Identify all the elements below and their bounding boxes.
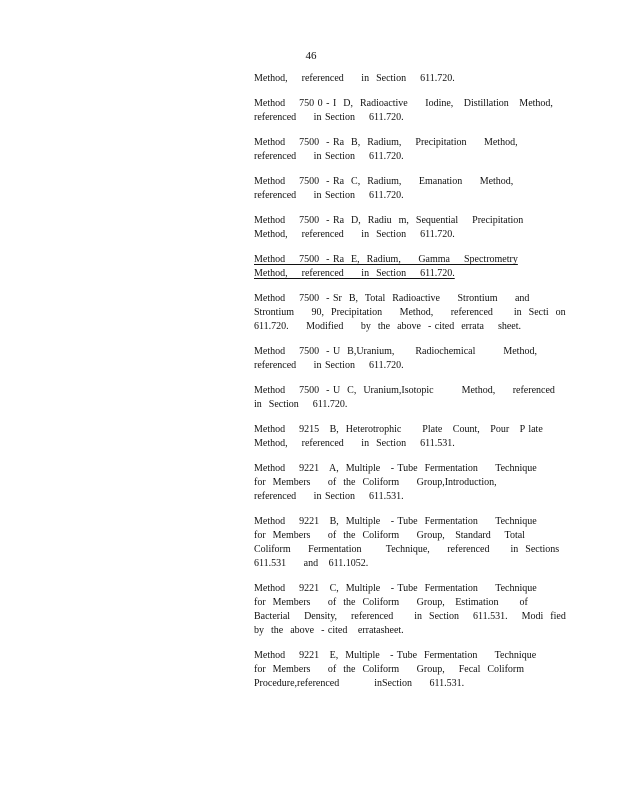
entry-line: 611.720. Modified by the above - cited errata sheet. (254, 321, 522, 332)
entry-line: Method 7500 - Sr B, Total Radioactive Strontium and (254, 293, 530, 304)
entry-line: referenced in Section 611.720. (254, 151, 404, 162)
entry-line: Coliform Fermentation Technique, referenced in Sections (254, 544, 560, 555)
entry-line: 611.531 and 611.1052. (254, 558, 369, 569)
reference-entry (254, 582, 566, 638)
entry-line: for Members of the Coliform Group, Estimation of (254, 597, 528, 608)
entry-line: for Members of the Coliform Group, Fecal Coliform (254, 664, 525, 675)
entry-line: for Members of the Coliform Group, Standard Total (254, 530, 525, 541)
page-number: 46 (305, 50, 317, 62)
entry-line: Method, referenced in Section 611.531. (254, 438, 455, 449)
reference-entry (254, 72, 544, 86)
reference-entry (254, 136, 544, 164)
entry-line: for Members of the Coliform Group,Introduction, (254, 477, 497, 488)
entry-line: referenced in Section 611.720. (254, 190, 404, 201)
entry-line: Method, referenced in Section 611.720. (254, 73, 455, 84)
entry-line: Method 9221 A, Multiple - Tube Fermentation Technique (254, 463, 537, 474)
entry-line: by the above - cited erratasheet. (254, 625, 404, 636)
entry-line: Procedure,referenced inSection 611.531. (254, 678, 465, 689)
entry-line: Method 7500 - Ra C, Radium, Emanation Method, (254, 176, 514, 187)
entry-line: in Section 611.720. (254, 399, 348, 410)
reference-entry (254, 292, 566, 334)
entry-line: Method, referenced in Section 611.720. (254, 268, 455, 279)
entry-line: referenced in Section 611.720. (254, 360, 404, 371)
entry-line: Method 9221 C, Multiple - Tube Fermentation Technique (254, 583, 537, 594)
reference-entry (254, 175, 544, 203)
entry-line: referenced in Section 611.720. (254, 112, 404, 123)
entry-line: Method 7500 - Ra D, Radiu m, Sequential Precipitation (254, 215, 524, 226)
entry-line: Method 7500 - U B,Uranium, Radiochemical Method, (254, 346, 537, 357)
reference-entry (254, 345, 544, 373)
entry-line: Strontium 90, Precipitation Method, referenced in Secti on (254, 307, 566, 318)
entry-line: Method, referenced in Section 611.720. (254, 229, 455, 240)
reference-entry (254, 214, 544, 242)
entry-line: Bacterial Density, referenced in Section 611.531. Modi fied (254, 611, 566, 622)
reference-entry (254, 423, 544, 451)
entry-line: Method 7500 - Ra E, Radium, Gamma Spectrometry (254, 254, 518, 265)
reference-entry (254, 649, 544, 691)
entry-line: Method 7500 - U C, Uranium,Isotopic Method, referenced (254, 385, 555, 396)
entry-line: Method 9215 B, Heterotrophic Plate Count, Pour P late (254, 424, 543, 435)
reference-entry (254, 462, 544, 504)
reference-entry (254, 384, 555, 412)
reference-list (254, 72, 566, 702)
entry-line: Method 9221 E, Multiple - Tube Fermentation Technique (254, 650, 537, 661)
reference-entry-underlined (254, 253, 544, 281)
reference-entry (254, 97, 553, 125)
entry-line: referenced in Section 611.531. (254, 491, 404, 502)
reference-entry (254, 515, 560, 571)
entry-line: Method 7500 - Ra B, Radium, Precipitation Method, (254, 137, 518, 148)
entry-line: Method 750 0 - I D, Radioactive Iodine, Distillation Method, (254, 98, 553, 109)
entry-line: Method 9221 B, Multiple - Tube Fermentation Technique (254, 516, 537, 527)
